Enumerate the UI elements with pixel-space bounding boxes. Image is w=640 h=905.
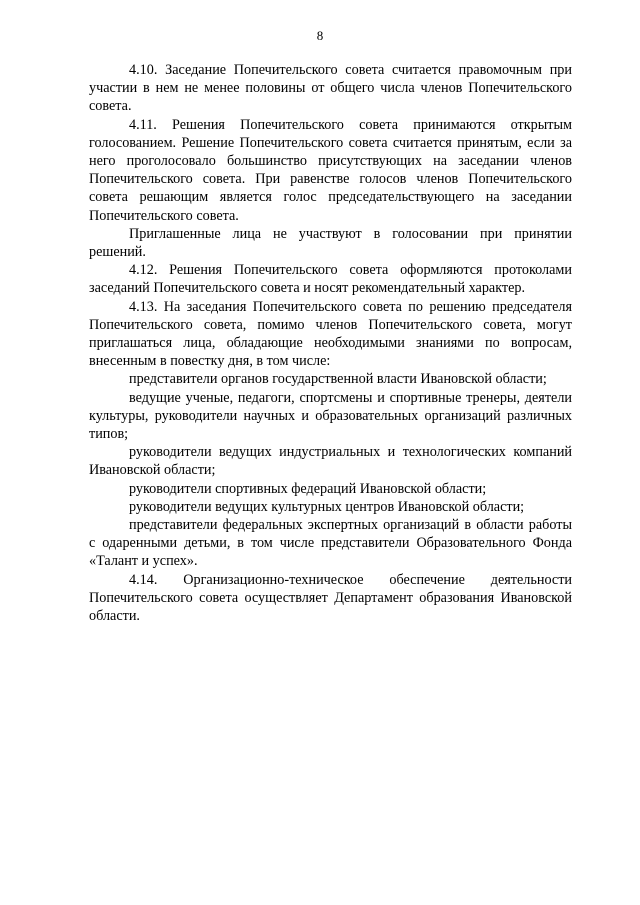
paragraph-4-13: 4.13. На заседания Попечительского совета по решению председателя Попечительского совета, помимо членов Попечительского совета, могут приглашаться лица, обладающие необходимыми знаниями по вопросам, внесенным в повестку дня, в том числе: — [89, 298, 572, 370]
list-item-federal-experts: представители федеральных экспертных организаций в области работы с одаренными детьми, в том числе представители Образовательного Фонда «Талант и успех». — [89, 517, 572, 570]
paragraph-4-12: 4.12. Решения Попечительского совета оформляются протоколами заседаний Попечительского совета и носят рекомендательный характер. — [89, 262, 572, 297]
paragraph-4-11: 4.11. Решения Попечительского совета принимаются открытым голосованием. Решение Попечительского совета считается принятым, если за него проголосовало большинство присутствующих на заседании членов Попечительского совета. При равенстве голосов членов Попечительского совета решающим является голос председательствующего на заседании Попечительского совета. — [89, 116, 572, 224]
list-item-industrial-leaders: руководители ведущих индустриальных и технологических компаний Ивановской области; — [89, 444, 572, 479]
list-item-sports-federations: руководители спортивных федераций Ивановской области; — [129, 480, 487, 497]
paragraph-4-14: 4.14. Организационно-техническое обеспечение деятельности Попечительского совета осуществляет Департамент образования Ивановской области. — [89, 571, 572, 625]
paragraph-4-10: 4.10. Заседание Попечительского совета считается правомочным при участии в нем не менее половины от общего числа членов Попечительского совета. — [89, 62, 572, 115]
document-body — [89, 61, 572, 625]
list-item-scientists: ведущие ученые, педагоги, спортсмены и спортивные тренеры, деятели культуры, руководители научных и образовательных организаций различных типов; — [89, 389, 572, 443]
page-number: 8 — [316, 28, 324, 43]
list-item-cultural-centers: руководители ведущих культурных центров Ивановской области; — [129, 498, 525, 515]
list-item-state-authorities: представители органов государственной власти Ивановской области; — [129, 371, 547, 388]
paragraph-invited-persons: Приглашенные лица не участвуют в голосовании при принятии решений. — [89, 225, 572, 261]
